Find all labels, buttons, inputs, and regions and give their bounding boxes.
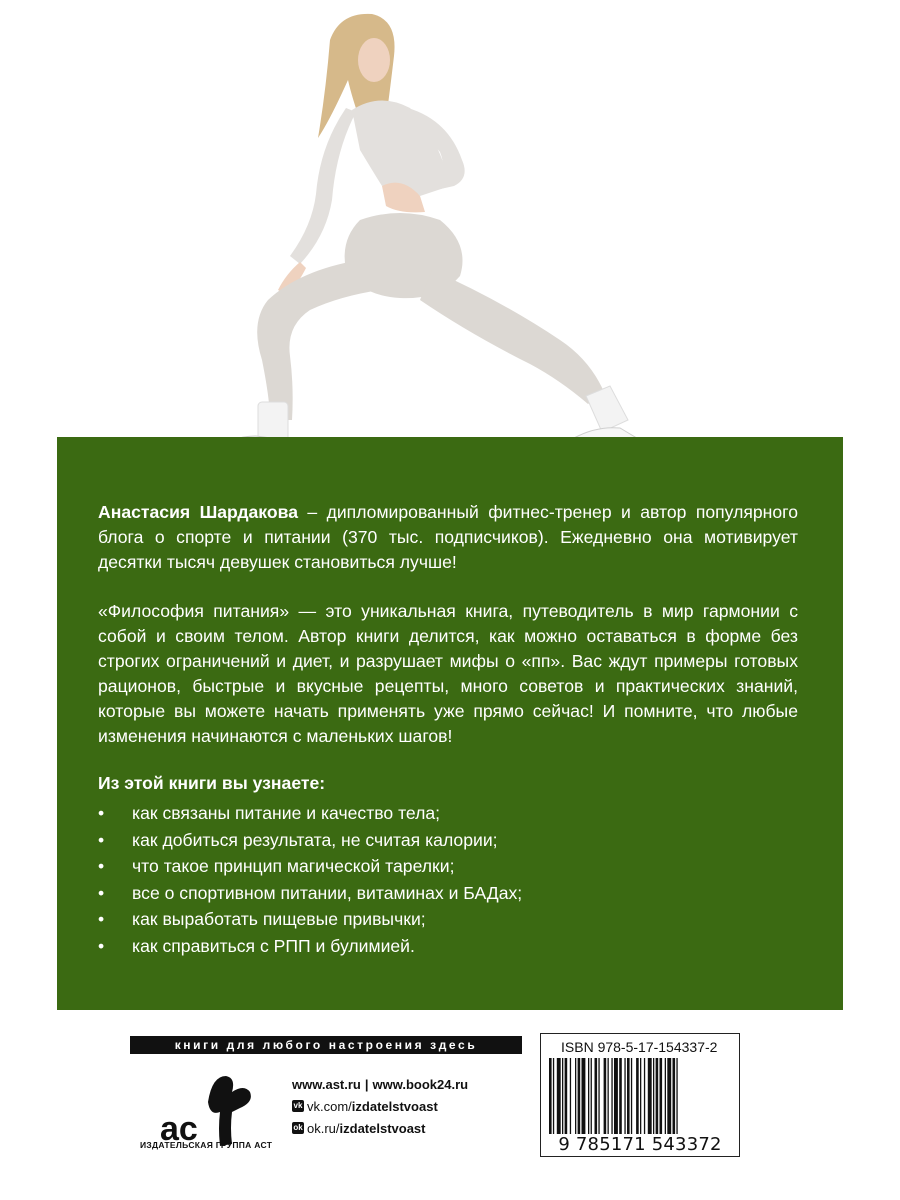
barcode-bar <box>562 1058 563 1134</box>
list-item: • как добиться результата, не считая калории; <box>98 827 798 854</box>
website-row <box>292 1074 468 1096</box>
barcode-bar <box>565 1058 568 1134</box>
barcode-bar <box>631 1058 632 1134</box>
vk-prefix: vk.com/ <box>307 1099 352 1114</box>
barcode-bar <box>676 1058 677 1134</box>
slogan-bar: книги для любого настроения здесь <box>130 1036 522 1054</box>
ok-prefix: ok.ru/ <box>307 1121 340 1136</box>
barcode-bar <box>619 1058 622 1134</box>
vk-row[interactable] <box>292 1096 468 1118</box>
barcode-bar <box>640 1058 641 1134</box>
list-item: • все о спортивном питании, витаминах и БАДах; <box>98 880 798 907</box>
publisher-links <box>292 1074 468 1140</box>
barcode-bar <box>598 1058 599 1134</box>
cover-photo <box>0 0 900 440</box>
book-paragraph: «Философия питания» — это уникальная книга, путеводитель в мир гармонии с собой и своим телом. Автор книги делится, как можно оставаться в форме без строгих ограничений и диет, и разрушает мифы о «пп». Вас ждут примеры готовых рационов, быстрые и вкусные рецепты, много советов и практических знаний, которые вы можете начать применять уже прямо сейчас! И помните, что любые изменения начинаются с маленьких шагов! <box>98 601 798 746</box>
barcode-bar <box>656 1058 659 1134</box>
barcode-bar <box>653 1058 654 1134</box>
barcode-bar <box>673 1058 676 1134</box>
learn-heading: Из этой книги вы узнаете: <box>98 773 326 793</box>
learn-list <box>98 800 798 959</box>
site-link-ast[interactable]: www.ast.ru <box>292 1077 361 1092</box>
barcode-bar <box>575 1058 576 1134</box>
barcode-bar <box>553 1058 554 1134</box>
barcode-bar <box>591 1058 592 1134</box>
barcode <box>549 1058 733 1134</box>
barcode-bar <box>588 1058 589 1134</box>
svg-text:ac: ac <box>160 1110 198 1148</box>
list-item: • как выработать пищевые привычки; <box>98 906 798 933</box>
barcode-bar <box>608 1058 609 1134</box>
barcode-bar <box>557 1058 561 1134</box>
fitness-model-illustration <box>0 0 900 480</box>
barcode-bar <box>627 1058 630 1134</box>
barcode-bar <box>611 1058 612 1134</box>
isbn-barcode-box <box>540 1033 740 1157</box>
author-text: – дипломированный фитнес-тренер и автор популярного блога о спорте и питании (370 тыс. подписчиков). Ежедневно она мотивирует десятки тысяч девушек становиться лучше! <box>98 502 798 572</box>
list-item: • что такое принцип магической тарелки; <box>98 853 798 880</box>
author-name: Анастасия Шардакова <box>98 502 298 522</box>
barcode-bar <box>570 1058 571 1134</box>
barcode-bar <box>667 1058 671 1134</box>
barcode-bar <box>549 1058 552 1134</box>
isbn-label: ISBN 978-5-17-154337-2 <box>561 1039 718 1055</box>
barcode-bar <box>578 1058 581 1134</box>
logo-caption: ИЗДАТЕЛЬСКАЯ ГРУППА АСТ <box>140 1140 273 1150</box>
barcode-bar <box>614 1058 618 1134</box>
author-paragraph <box>98 500 798 575</box>
barcode-bar <box>644 1058 645 1134</box>
barcode-digits: 9 785171 543372 <box>558 1134 722 1155</box>
barcode-bar <box>665 1058 666 1134</box>
description-text-block <box>98 500 798 959</box>
list-item: • как связаны питание и качество тела; <box>98 800 798 827</box>
barcode-bar <box>604 1058 607 1134</box>
list-item: • как справиться с РПП и булимией. <box>98 933 798 960</box>
barcode-bar <box>582 1058 586 1134</box>
vk-handle: izdatelstvoast <box>351 1099 438 1114</box>
barcode-bar <box>648 1058 652 1134</box>
barcode-bar <box>624 1058 625 1134</box>
site-link-book24[interactable]: www.book24.ru <box>372 1077 469 1092</box>
link-separator: | <box>364 1077 369 1092</box>
ok-handle: izdatelstvoast <box>339 1121 426 1136</box>
barcode-bar <box>660 1058 663 1134</box>
barcode-bar <box>636 1058 639 1134</box>
vk-icon: vk <box>293 1101 303 1110</box>
barcode-bar <box>595 1058 598 1134</box>
ok-row[interactable] <box>292 1118 468 1140</box>
odnoklassniki-icon: ok <box>293 1123 303 1132</box>
